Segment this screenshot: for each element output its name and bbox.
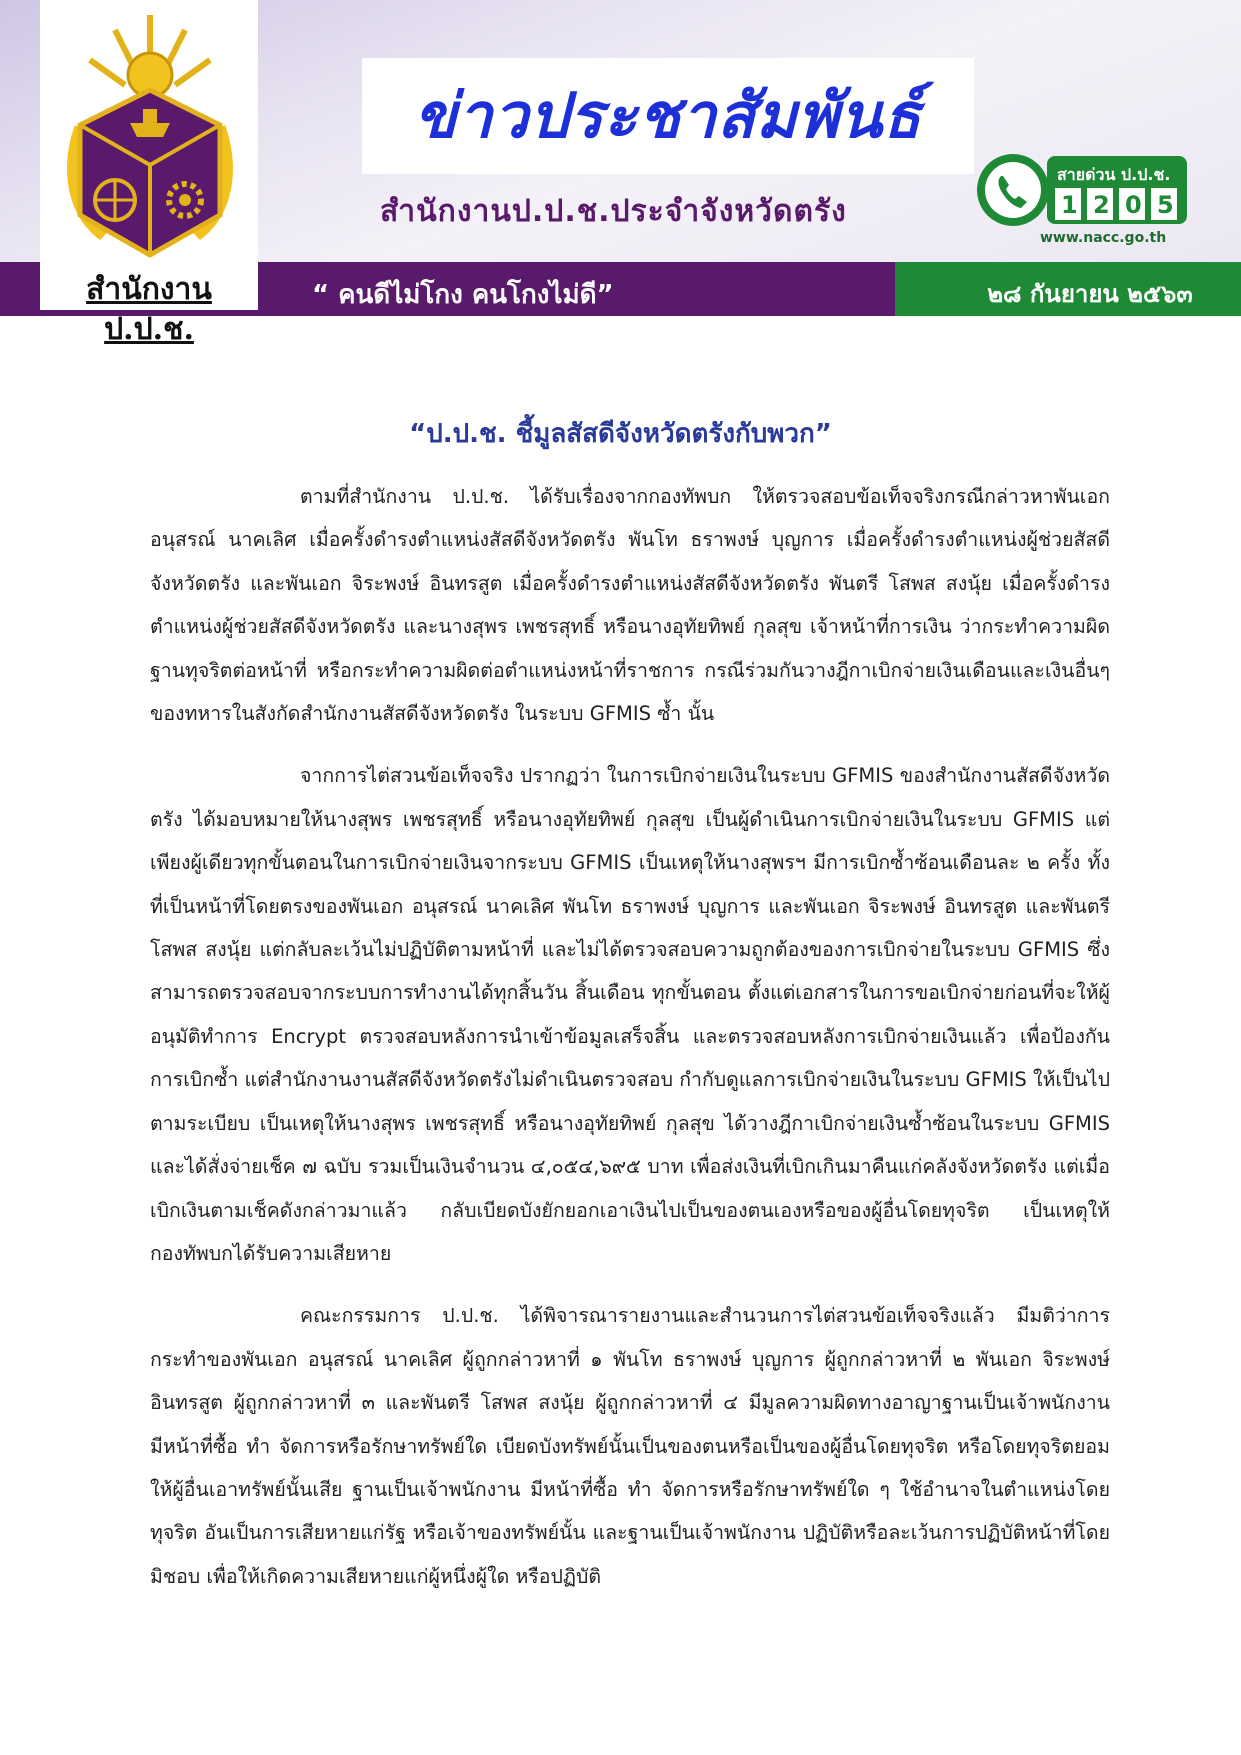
hotline-digit: 0 bbox=[1125, 191, 1142, 219]
title-panel bbox=[362, 58, 974, 174]
article-body bbox=[150, 475, 1110, 1617]
hotline-url[interactable]: www.nacc.go.th bbox=[1040, 230, 1167, 246]
article-headline: “ป.ป.ช. ชี้มูลสัสดีจังหวัดตรังกับพวก” bbox=[409, 419, 832, 449]
logo-caption: สำนักงาน ป.ป.ช. bbox=[86, 272, 212, 347]
article-paragraph: ตามที่สำนักงาน ป.ป.ช. ได้รับเรื่องจากกองทัพบก ให้ตรวจสอบข้อเท็จจริงกรณีกล่าวหาพันเอก อนุสรณ์ นาคเลิศ เมื่อครั้งดำรงตำแหน่งสัสดีจังหวัดตรัง พันโท ธราพงษ์ บุญการ เมื่อครั้งดำรงตำแหน่งผู้ช่วยสัสดีจังหวัดตรัง และพันเอก จิระพงษ์ อินทรสูต เมื่อครั้งดำรงตำแหน่งสัสดีจังหวัดตรัง พันตรี โสพส สงนุ้ย เมื่อครั้งดำรงตำแหน่งผู้ช่วยสัสดีจังหวัดตรัง และนางสุพร เพชรสุทธิ์ หรือนางอุทัยทิพย์ กุลสุข เจ้าหน้าที่การเงิน ว่ากระทำความผิดฐานทุจริตต่อหน้าที่ หรือกระทำความผิดต่อตำแหน่งหน้าที่ราชการ กรณีร่วมกันวางฎีกาเบิกจ่ายเงินเดือนและเงินอื่นๆ ของทหารในสังกัดสำนักงานสัสดีจังหวัดตรัง ในระบบ GFMIS ซ้ำ นั้น bbox=[150, 485, 1110, 726]
publish-date: ๒๘ กันยายน ๒๕๖๓ bbox=[987, 280, 1193, 308]
hotline-digit: 2 bbox=[1093, 191, 1110, 219]
article-paragraph: คณะกรรมการ ป.ป.ช. ได้พิจารณารายงานและสำนวนการไต่สวนข้อเท็จจริงแล้ว มีมติว่าการกระทำของพันเอก อนุสรณ์ นาคเลิศ ผู้ถูกกล่าวหาที่ ๑ พันโท ธราพงษ์ บุญการ ผู้ถูกกล่าวหาที่ ๒ พันเอก จิระพงษ์ อินทรสูต ผู้ถูกกล่าวหาที่ ๓ และพันตรี โสพส สงนุ้ย ผู้ถูกกล่าวหาที่ ๔ มีมูลความผิดทางอาญาฐานเป็นเจ้าพนักงาน มีหน้าที่ซื้อ ทำ จัดการหรือรักษาทรัพย์ใด เบียดบังทรัพย์นั้นเป็นของตนหรือเป็นของผู้อื่นโดยทุจริต หรือโดยทุจริตยอมให้ผู้อื่นเอาทรัพย์นั้นเสีย ฐานเป็นเจ้าพนักงาน มีหน้าที่ซื้อ ทำ จัดการหรือรักษาทรัพย์ใด ๆ ใช้อำนาจในตำแหน่งโดยทุจริต อันเป็นการเสียหายแก่รัฐ หรือเจ้าของทรัพย์นั้น และฐานเป็นเจ้าพนักงาน ปฏิบัติหรือละเว้นการปฏิบัติหน้าที่โดยมิชอบ เพื่อให้เกิดความเสียหายแก่ผู้หนึ่งผู้ใด หรือปฏิบัติ bbox=[150, 1304, 1110, 1588]
hotline-label: สายด่วน ป.ป.ช. bbox=[1057, 165, 1171, 184]
page-title: ข่าวประชาสัมพันธ์ bbox=[414, 79, 922, 152]
nacc-emblem-icon bbox=[55, 5, 245, 273]
office-name: สำนักงานป.ป.ช.ประจำจังหวัดตรัง bbox=[380, 194, 847, 229]
hotline-digit: 1 bbox=[1061, 191, 1078, 219]
hotline-digit: 5 bbox=[1157, 191, 1174, 219]
article-paragraph: จากการไต่สวนข้อเท็จจริง ปรากฏว่า ในการเบิกจ่ายเงินในระบบ GFMIS ของสำนักงานสัสดีจังหวัดตรัง ได้มอบหมายให้นางสุพร เพชรสุทธิ์ หรือนางอุทัยทิพย์ กุลสุข เป็นผู้ดำเนินการเบิกจ่ายเงินในระบบ GFMIS แต่เพียงผู้เดียวทุกขั้นตอนในการเบิกจ่ายเงินจากระบบ GFMIS เป็นเหตุให้นางสุพรฯ มีการเบิกซ้ำซ้อนเดือนละ ๒ ครั้ง ทั้งที่เป็นหน้าที่โดยตรงของพันเอก อนุสรณ์ นาคเลิศ พันโท ธราพงษ์ บุญการ และพันเอก จิระพงษ์ อินทรสูต และพันตรี โสพส สงนุ้ย แต่กลับละเว้นไม่ปฏิบัติตามหน้าที่ และไม่ได้ตรวจสอบความถูกต้องของการเบิกจ่ายในระบบ GFMIS ซึ่งสามารถตรวจสอบจากระบบการทำงานได้ทุกสิ้นวัน สิ้นเดือน ทุกขั้นตอน ตั้งแต่เอกสารในการขอเบิกจ่ายก่อนที่จะให้ผู้อนุมัติทำการ Encrypt ตรวจสอบหลังการนำเข้าข้อมูลเสร็จสิ้น และตรวจสอบหลังการเบิกจ่ายเงินแล้ว เพื่อป้องกันการเบิกซ้ำ แต่สำนักงานงานสัสดีจังหวัดตรังไม่ดำเนินตรวจสอบ กำกับดูแลการเบิกจ่ายเงินในระบบ GFMIS ให้เป็นไปตามระเบียบ เป็นเหตุให้นางสุพร เพชรสุทธิ์ หรือนางอุทัยทิพย์ กุลสุข ได้วางฎีกาเบิกจ่ายเงินซ้ำซ้อนในระบบ GFMIS และได้สั่งจ่ายเช็ค ๗ ฉบับ รวมเป็นเงินจำนวน ๔,๐๕๔,๖๙๕ บาท เพื่อส่งเงินที่เบิกเกินมาคืนแก่คลังจังหวัดตรัง แต่เมื่อเบิกเงินตามเช็คดังกล่าวมาแล้ว กลับเบียดบังยักยอกเอาเงินไปเป็นของตนเองหรือของผู้อื่นโดยทุจริต เป็นเหตุให้กองทัพบกได้รับความเสียหาย bbox=[150, 764, 1111, 1265]
slogan-text: “ คนดีไม่โกง คนโกงไม่ดี” bbox=[312, 280, 614, 310]
